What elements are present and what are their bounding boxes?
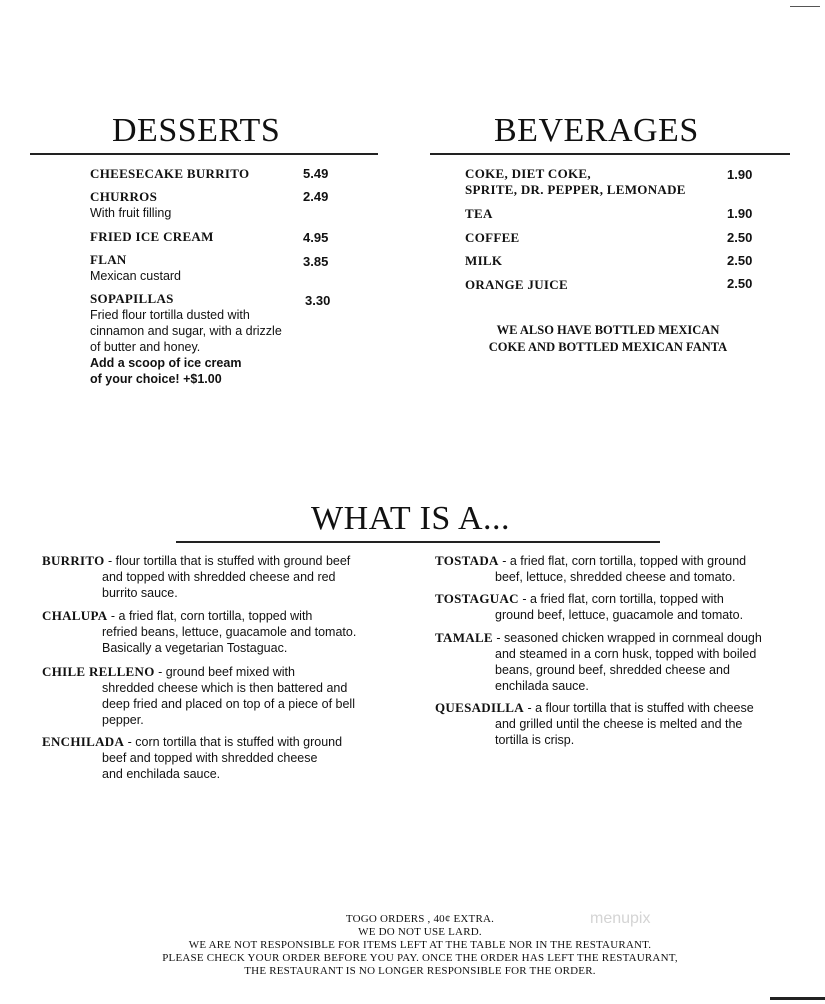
beverage-name-milk: MILK	[465, 253, 503, 268]
definition-text: and grilled until the cheese is melted and the	[495, 717, 743, 731]
beverage-price-coffee: 2.50	[727, 230, 753, 245]
definition-chile-relleno	[42, 664, 422, 728]
dessert-price-fried-ice-cream: 4.95	[303, 230, 329, 245]
scan-edge-mark	[790, 6, 820, 7]
desc-line: Fried flour tortilla dusted with	[90, 308, 250, 322]
scan-edge-mark	[770, 997, 825, 1000]
dessert-desc-flan: Mexican custard	[90, 269, 182, 283]
definition-text: beans, ground beef, shredded cheese and	[495, 663, 730, 677]
what-is-rule	[176, 541, 660, 543]
footer-line: WE ARE NOT RESPONSIBLE FOR ITEMS LEFT AT THE TABLE NOR IN THE RESTAURANT.	[188, 939, 652, 951]
definition-text: Basically a vegetarian Tostaguac.	[102, 641, 288, 655]
definition-tamale	[435, 630, 820, 694]
definition-text: - seasoned chicken wrapped in cornmeal dough	[492, 631, 762, 645]
dessert-desc-sopapillas	[90, 307, 282, 387]
definition-text: and steamed in a corn husk, topped with boiled	[495, 647, 757, 661]
dessert-desc-churros: With fruit filling	[90, 206, 172, 220]
definition-term: TOSTAGUAC	[435, 591, 519, 606]
addon-line: of your choice! +$1.00	[90, 372, 222, 386]
definition-term: CHALUPA	[42, 608, 108, 623]
footer-line: THE RESTAURANT IS NO LONGER RESPONSIBLE FOR THE ORDER.	[244, 965, 596, 977]
beverage-price-orange-juice: 2.50	[727, 276, 753, 291]
definition-text: beef, lettuce, shredded cheese and tomato.	[495, 570, 736, 584]
beverage-price-tea: 1.90	[727, 206, 753, 221]
definition-text: pepper.	[102, 713, 144, 727]
definition-text: tortilla is crisp.	[495, 733, 575, 747]
footer-notice	[100, 913, 740, 978]
definition-term: QUESADILLA	[435, 700, 524, 715]
definition-enchilada	[42, 734, 422, 782]
definition-term: ENCHILADA	[42, 734, 125, 749]
desserts-title: DESSERTS	[112, 112, 281, 149]
definition-text: shredded cheese which is then battered and	[102, 681, 348, 695]
beverage-name-line: SPRITE, DR. PEPPER, LEMONADE	[465, 182, 686, 197]
definition-text: - a fried flat, corn tortilla, topped with	[518, 592, 724, 606]
definition-text: refried beans, lettuce, guacamole and tomato.	[102, 625, 357, 639]
definition-text: and topped with shredded cheese and red	[102, 570, 336, 584]
dessert-price-cheesecake-burrito: 5.49	[303, 166, 329, 181]
definition-tostaguac	[435, 591, 820, 623]
beverage-name-coffee: COFFEE	[465, 230, 520, 245]
definition-chalupa	[42, 608, 422, 656]
definition-text: - ground beef mixed with	[154, 665, 295, 679]
beverage-price-sodas: 1.90	[727, 167, 753, 182]
desserts-rule	[30, 153, 378, 155]
definition-tostada	[435, 553, 820, 585]
definition-term: BURRITO	[42, 553, 105, 568]
definition-text: - corn tortilla that is stuffed with ground	[124, 735, 343, 749]
dessert-name-sopapillas: SOPAPILLAS	[90, 291, 174, 306]
definition-term: TOSTADA	[435, 553, 499, 568]
beverage-name-sodas	[465, 166, 686, 198]
beverage-price-milk: 2.50	[727, 253, 753, 268]
dessert-name-churros: CHURROS	[90, 189, 158, 204]
note-line: WE ALSO HAVE BOTTLED MEXICAN	[496, 323, 720, 337]
definition-text: - a fried flat, corn tortilla, topped with ground	[498, 554, 747, 568]
definition-text: deep fried and placed on top of a piece of bell	[102, 697, 355, 711]
beverage-name-orange-juice: ORANGE JUICE	[465, 277, 568, 292]
dessert-price-flan: 3.85	[303, 254, 329, 269]
dessert-name-fried-ice-cream: FRIED ICE CREAM	[90, 229, 214, 244]
beverage-name-line: COKE, DIET COKE,	[465, 166, 591, 181]
dessert-price-churros: 2.49	[303, 189, 329, 204]
what-is-title: WHAT IS A...	[311, 500, 510, 537]
definition-text: beef and topped with shredded cheese	[102, 751, 318, 765]
watermark-logo: menupix	[590, 910, 651, 927]
beverages-rule	[430, 153, 790, 155]
definition-term: TAMALE	[435, 630, 493, 645]
desc-line: of butter and honey.	[90, 340, 201, 354]
beverages-title: BEVERAGES	[494, 112, 699, 149]
footer-line: PLEASE CHECK YOUR ORDER BEFORE YOU PAY. ONCE THE ORDER HAS LEFT THE RESTAURANT,	[162, 952, 678, 964]
definition-quesadilla	[435, 700, 820, 748]
definition-burrito	[42, 553, 422, 601]
dessert-name-flan: FLAN	[90, 252, 127, 267]
dessert-name-cheesecake-burrito: CHEESECAKE BURRITO	[90, 166, 250, 181]
definition-text: ground beef, lettuce, guacamole and tomato.	[495, 608, 744, 622]
definition-text: - a flour tortilla that is stuffed with cheese	[523, 701, 754, 715]
definition-text: enchilada sauce.	[495, 679, 589, 693]
addon-line: Add a scoop of ice cream	[90, 356, 242, 370]
definition-text: burrito sauce.	[102, 586, 178, 600]
note-line: COKE AND BOTTLED MEXICAN FANTA	[488, 340, 728, 354]
definition-text: - a fried flat, corn tortilla, topped with	[107, 609, 313, 623]
footer-line: TOGO ORDERS , 40¢ EXTRA.	[345, 913, 495, 925]
desc-line: cinnamon and sugar, with a drizzle	[90, 324, 282, 338]
definition-term: CHILE RELLENO	[42, 664, 155, 679]
beverage-name-tea: TEA	[465, 206, 493, 221]
definition-text: - flour tortilla that is stuffed with ground beef	[104, 554, 351, 568]
dessert-price-sopapillas: 3.30	[305, 293, 331, 308]
definition-text: and enchilada sauce.	[102, 767, 221, 781]
footer-line: WE DO NOT USE LARD.	[358, 926, 482, 938]
beverages-note	[430, 322, 786, 356]
